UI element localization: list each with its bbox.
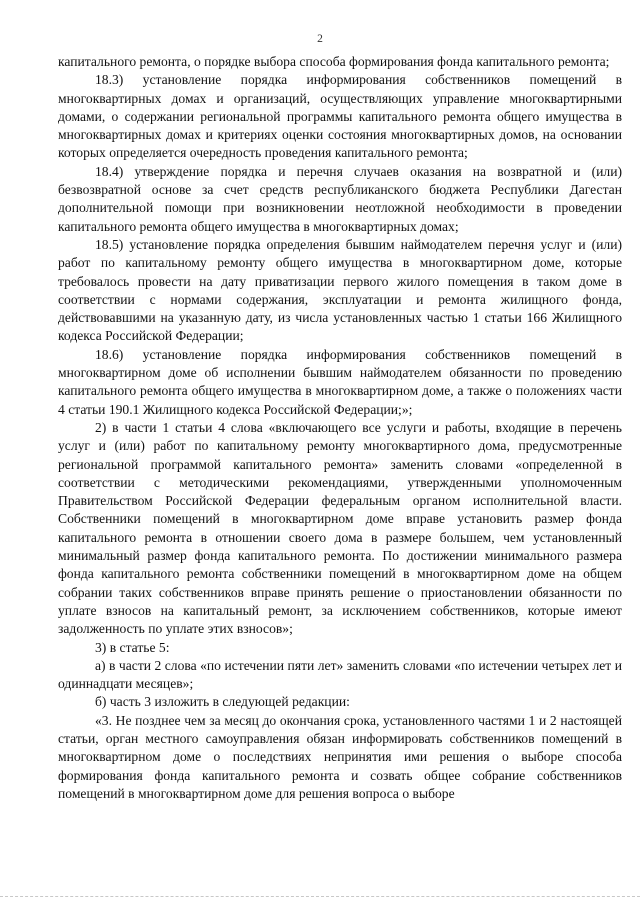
paragraph-item-2: 2) в части 1 статьи 4 слова «включающего все услуги и работы, входящие в перечень услуг и (или) работ по капитальному ремонту многоквартирного дома, предусмотренные региональной программой капитального ремонта» заменить словами «определенной в соответствии с методическими рекомендациями, утвержденными уполномоченным Правительством Российской Федерации федеральным органом исполнительной власти. Собственники помещений в многоквартирном доме вправе установить размер фонда капитального ремонта в отношении своего дома в размере большем, чем установленный минимальный размер фонда капитального ремонта. По достижении минимального размера фонда капитального ремонта собственники помещений в многоквартирном доме на общем собрании таких собственников вправе принять решение о приостановлении обязанности по уплате взносов на капитальный ремонт, за исключением собственников, которые имеют задолженность по уплате этих взносов»; bbox=[58, 419, 622, 637]
paragraph-subitem-a: а) в части 2 слова «по истечении пяти лет» заменить словами «по истечении четырех лет и одиннадцати месяцев»; bbox=[58, 657, 622, 692]
paragraph-subitem-b: б) часть 3 изложить в следующей редакции: bbox=[95, 694, 350, 710]
paragraph-18-3: 18.3) установление порядка информирования собственников помещений в многоквартирных домах и организаций, осуществляющих управление многоквартирными домами, о содержании региональной программы капитального ремонта общего имущества в многоквартирных домах и критериях оценки состояния многоквартирных домов, на основании которых определяется очередность проведения капитального ремонта; bbox=[58, 72, 622, 161]
paragraph-18-4: 18.4) утверждение порядка и перечня случаев оказания на возвратной и (или) безвозвратной основе за счет средств республиканского бюджета Республики Дагестан дополнительной помощи при возникновении неотложной необходимости в проведении капитального ремонта общего имущества в многоквартирных домах; bbox=[58, 163, 622, 234]
scan-bottom-edge bbox=[0, 896, 640, 897]
document-body bbox=[58, 53, 622, 803]
paragraph-18-6: 18.6) установление порядка информирования собственников помещений в многоквартирном доме об исполнении бывшим наймодателем обязанности по проведению капитального ремонта общего имущества в многоквартирном доме, а также о положениях части 4 статьи 190.1 Жилищного кодекса Российской Федерации;»; bbox=[58, 346, 622, 417]
paragraph-item-3: 3) в статье 5: bbox=[95, 639, 170, 655]
paragraph-continuation: капитального ремонта, о порядке выбора способа формирования фонда капитального ремонта; bbox=[58, 54, 610, 69]
page-number: 2 bbox=[317, 33, 323, 45]
paragraph-18-5: 18.5) установление порядка определения бывшим наймодателем перечня услуг и (или) работ по капитальному ремонту общего имущества в многоквартирном доме, которые требовалось провести на дату приватизации первого жилого помещения в таком доме в соответствии с нормами содержания, эксплуатации и ремонта жилищного фонда, действовавшими на указанную дату, из числа установленных частью 1 статьи 166 Жилищного кодекса Российской Федерации; bbox=[58, 236, 622, 344]
paragraph-quoted-part-3: «3. Не позднее чем за месяц до окончания срока, установленного частями 1 и 2 настоящей статьи, орган местного самоуправления обязан информировать собственников помещений в многоквартирном доме о последствиях непринятия ими решения о выборе способа формирования фонда капитального ремонта и созвать общее собрание собственников помещений в многоквартирном доме для решения вопроса о выборе bbox=[58, 712, 622, 801]
